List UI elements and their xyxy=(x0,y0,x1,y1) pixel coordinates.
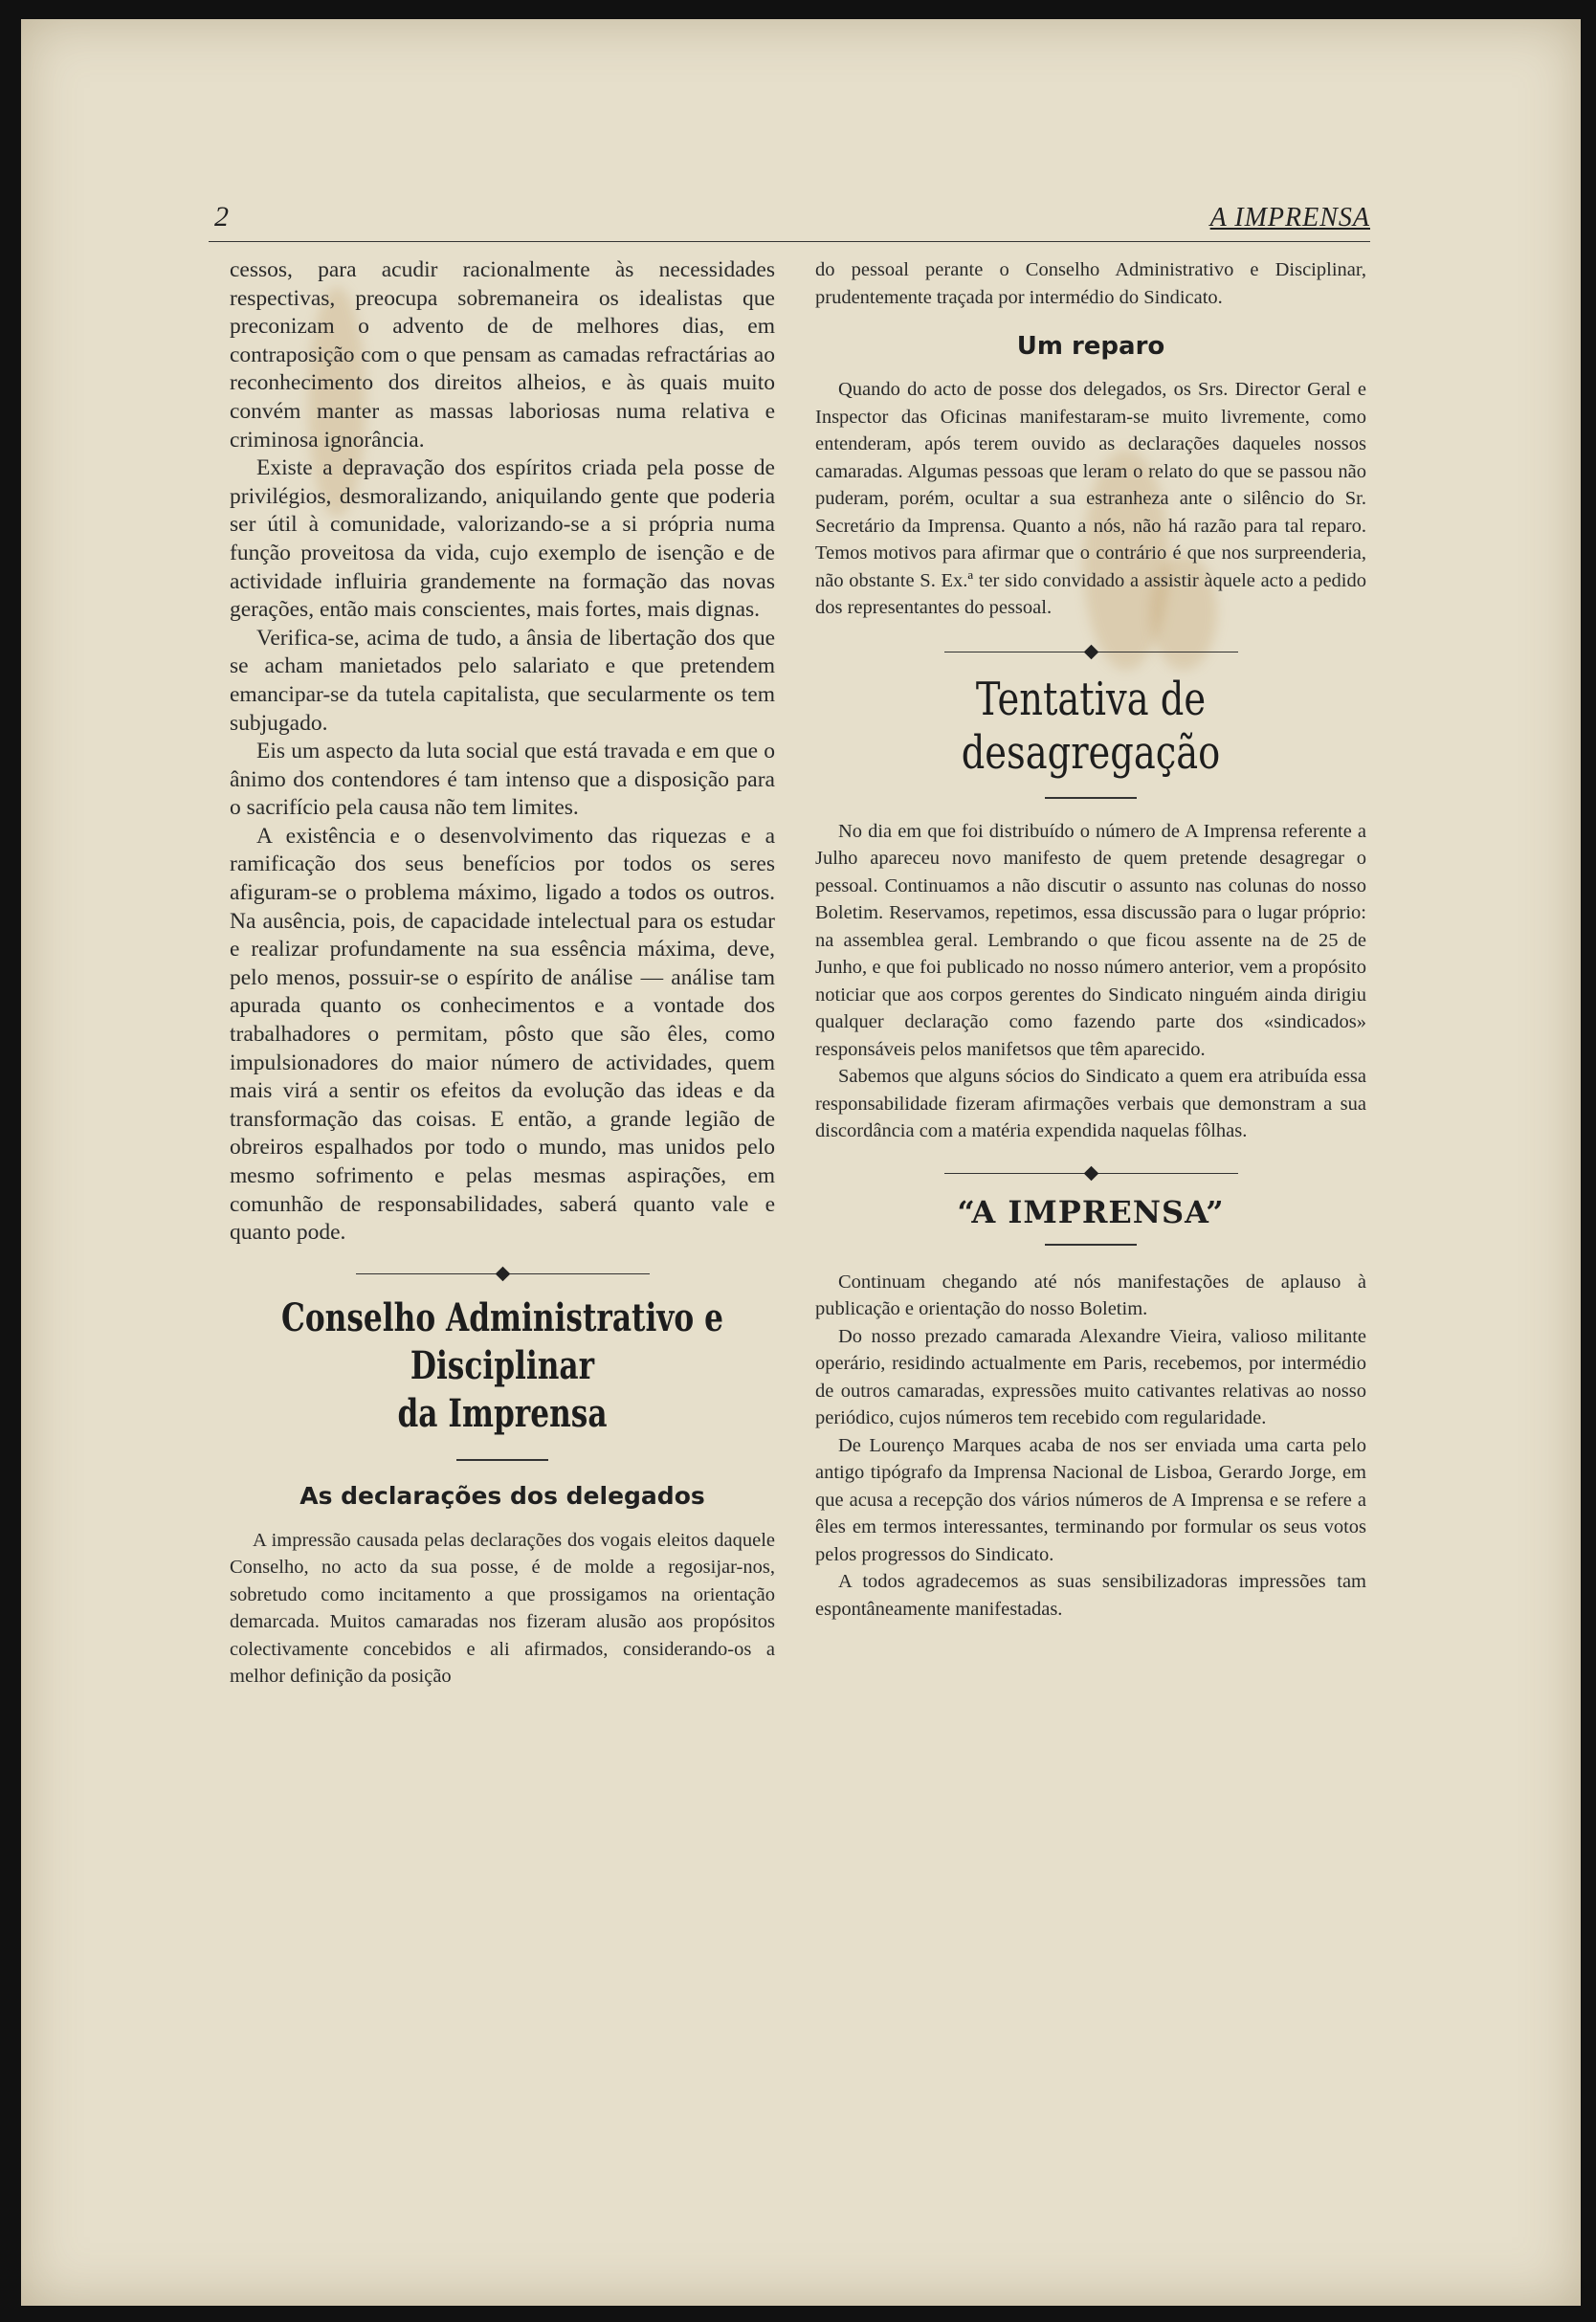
section-divider xyxy=(815,1168,1366,1179)
reparo-heading: Um reparo xyxy=(1016,332,1165,361)
section-divider xyxy=(815,647,1366,657)
desagregacao-text xyxy=(815,818,1366,1145)
reparo-text xyxy=(815,376,1366,622)
paragraph: cessos, para acudir racionalmente às necessidades respectivas, preocupa sobremaneira os idealistas que preconizam o advento de de melhores dias, em contraposição com o que pensam as camadas refractárias ao reconhecimento dos direitos alheios, e às quais muito convém manter as massas laboriosas numa relativa e criminosa ignorância. xyxy=(230,257,775,453)
article-subheading: As declarações dos delegados xyxy=(299,1481,705,1510)
article-title xyxy=(233,1294,771,1438)
paragraph: Eis um aspecto da luta social que está travada e em que o ânimo dos contendores é tam intenso que a disposição para o sacrifício pela causa não tem limites. xyxy=(230,739,775,821)
paragraph: De Lourenço Marques acaba de nos ser enviada uma carta pelo antigo tipógrafo da Imprensa Nacional de Lisboa, Gerardo Jorge, em que acusa a recepção dos vários números de A Imprensa e se refere a êles em termos interessantes, terminando por formular os seus votos pelos progressos do Sindicato. xyxy=(815,1434,1366,1565)
paragraph: Verifica-se, acima de tudo, a ânsia de libertação dos que se acham manietados pelo salariato e que pretendem emancipar-se da tutela capitalista, que secularmente os tem subjugado. xyxy=(230,625,775,736)
paragraph: A todos agradecemos as suas sensibilizadoras impressões tam espontâneamente manifestadas. xyxy=(815,1571,1366,1620)
right-column xyxy=(815,256,1366,1623)
title-rule xyxy=(1045,1244,1137,1246)
page-header xyxy=(209,199,1370,242)
paragraph: No dia em que foi distribuído o número de A Imprensa referente a Julho apareceu novo manifesto de quem pretende desagregar o pessoal. Continuamos a não discutir o assunto nas colunas do nosso Boletim. Reservamos, repetimos, essa discussão para o lugar próprio: na assemblea geral. Lembrando o que ficou assente na de 25 de Junho, e que foi publicado no nosso número anterior, vem a propósito noticiar que aos corpos gerentes do Sindicato ninguém ainda dirigiu qualquer declaração como fazendo parte dos «sindicados» responsáveis pelos manifetsos que têm aparecido. xyxy=(815,820,1366,1060)
paragraph: Quando do acto de posse dos delegados, os Srs. Director Geral e Inspector das Oficinas manifestaram-se muito livremente, como entenderam, após terem ouvido as declarações daqueles nossos camaradas. Algumas pessoas que leram o relato do que se passou não puderam, porém, ocultar a sua estranheza ante o silêncio do Sr. Secretário da Imprensa. Quanto a nós, não há razão para tal reparo. Temos motivos para afirmar que o contrário é que nos surpreenderia, não obstante S. Ex.ª ter sido convidado a assistir àquele acto a pedido dos representantes do pessoal. xyxy=(815,379,1366,618)
paragraph: A existência e o desenvolvimento das riquezas e a ramificação dos seus benefícios por todos os seres afiguram-se o problema máximo, ligado a todos os outros. Na ausência, pois, de capacidade intelectual para os estudar e realizar profundamente na sua essência máxima, deve, pelo menos, possuir-se o espírito de análise — análise tam apurada quanto os conhecimentos e a vontade dos trabalhadores o permitam, pôsto que são êles, como impulsionadores do maior número de actividades, quem mais virá a sentir os efeitos da evolução das ideas e da transformação das coisas. E então, a grande legião de obreiros espalhados por todo o mundo, mas unidos pelo mesmo sofrimento e pelas mesmas aspirações, em comunhão de responsabilidades, saberá quanto vale e quanto pode. xyxy=(230,823,775,1246)
continuation-text xyxy=(815,256,1366,311)
intro-text xyxy=(230,256,775,1248)
paragraph: Do nosso prezado camarada Alexandre Vieira, valioso militante operário, residindo actualmente em Paris, recebemos, por intermédio de outros camaradas, expressões muito cativantes relativas ao nosso periódico, cujos números tem recebido com regularidade. xyxy=(815,1325,1366,1428)
article-text xyxy=(230,1527,775,1691)
title-rule xyxy=(1045,797,1137,799)
title-rule xyxy=(456,1459,548,1461)
section-divider xyxy=(230,1269,775,1279)
page-number: 2 xyxy=(214,201,229,232)
newspaper-title: A IMPRENSA xyxy=(1209,203,1370,232)
desagregacao-heading: Tentativa de desagregação xyxy=(961,672,1221,780)
paragraph: Sabemos que alguns sócios do Sindicato a quem era atribuída essa responsabilidade fizeram afirmações verbais que demonstram a sua discordância com a matéria expendida naquelas fôlhas. xyxy=(815,1066,1366,1141)
article-title-line: da Imprensa xyxy=(397,1390,608,1436)
paragraph: Continuam chegando até nós manifestações de aplauso à publicação e orientação do nosso Boletim. xyxy=(815,1271,1366,1319)
left-column xyxy=(230,256,775,1691)
paragraph: Existe a depravação dos espíritos criada pela posse de privilégios, desmoralizando, aniquilando gente que poderia ser útil à comunidade, valorizando-se a si própria numa função proveitosa da vida, cujo exemplo de isenção e de actividade influiria grandemente na formação das novas gerações, então mais conscientes, mais fortes, mais dignas. xyxy=(230,455,775,623)
imprensa-heading: “A IMPRENSA” xyxy=(957,1193,1225,1230)
imprensa-text xyxy=(815,1269,1366,1624)
article-title-line: Conselho Administrativo e Disciplinar xyxy=(281,1294,723,1388)
paragraph: A impressão causada pelas declarações dos vogais eleitos daquele Conselho, no acto da sua posse, é de molde a regosijar-nos, sobretudo como incitamento a que prossigamos na orientação demarcada. Muitos camaradas nos fizeram alusão aos propósitos colectivamente concebidos e ali afirmados, considerando-os a melhor definição da posição xyxy=(230,1529,775,1688)
paragraph: do pessoal perante o Conselho Administrativo e Disciplinar, prudentemente traçada por intermédio do Sindicato. xyxy=(815,259,1366,308)
